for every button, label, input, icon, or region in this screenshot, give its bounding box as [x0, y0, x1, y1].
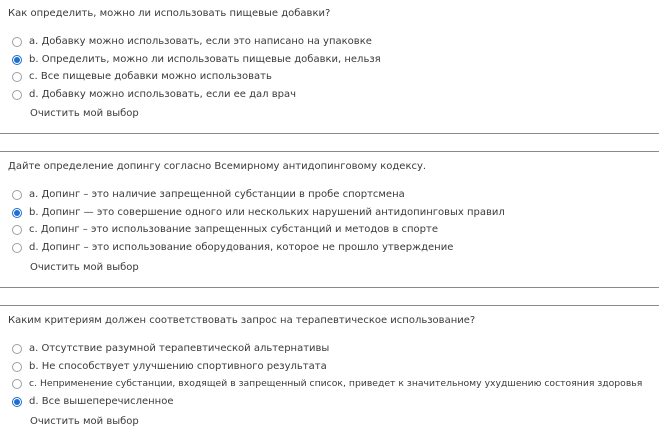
option-d[interactable]: [12, 394, 173, 410]
option-c[interactable]: [12, 376, 642, 392]
radio-button[interactable]: [12, 225, 22, 235]
option-c[interactable]: [12, 222, 438, 238]
radio-button[interactable]: [12, 362, 22, 372]
radio-button[interactable]: [12, 90, 22, 100]
option-label[interactable]: d. Допинг – это использование оборудования, которое не прошло утверждение: [29, 242, 454, 253]
divider: [0, 305, 659, 306]
option-b[interactable]: [12, 205, 505, 221]
divider: [0, 151, 659, 152]
option-label[interactable]: c. Неприменение субстанции, входящей в запрещенный список, приведет к значительному ухудшению состояния здоровья: [29, 378, 643, 389]
option-label[interactable]: a. Добавку можно использовать, если это написано на упаковке: [29, 36, 372, 47]
option-label[interactable]: c. Допинг – это использование запрещенных субстанций и методов в спорте: [29, 224, 438, 235]
option-b[interactable]: [12, 359, 327, 375]
clear-choice-link[interactable]: Очистить мой выбор: [30, 262, 139, 273]
option-d[interactable]: [12, 87, 296, 103]
option-c[interactable]: [12, 69, 272, 85]
option-label[interactable]: d. Добавку можно использовать, если ее дал врач: [29, 89, 297, 100]
divider: [0, 287, 659, 288]
clear-choice-link[interactable]: Очистить мой выбор: [30, 108, 139, 119]
radio-button[interactable]: [12, 72, 22, 82]
radio-button[interactable]: [12, 55, 22, 65]
option-label[interactable]: a. Допинг – это наличие запрещенной субстанции в пробе спортсмена: [29, 189, 405, 200]
option-label[interactable]: a. Отсутствие разумной терапевтической альтернативы: [29, 343, 330, 354]
option-label[interactable]: b. Допинг — это совершение одного или нескольких нарушений антидопинговых правил: [29, 207, 505, 218]
option-label[interactable]: b. Не способствует улучшению спортивного результата: [29, 361, 327, 372]
radio-button[interactable]: [12, 344, 22, 354]
radio-button[interactable]: [12, 397, 22, 407]
radio-button[interactable]: [12, 243, 22, 253]
option-a[interactable]: [12, 341, 329, 357]
option-label[interactable]: b. Определить, можно ли использовать пищевые добавки, нельзя: [29, 54, 381, 65]
option-label[interactable]: c. Все пищевые добавки можно использовать: [29, 71, 272, 82]
clear-choice-link[interactable]: Очистить мой выбор: [30, 416, 139, 427]
option-d[interactable]: [12, 240, 453, 256]
option-label[interactable]: d. Все вышеперечисленное: [29, 396, 174, 407]
question-text: Каким критериям должен соответствовать запрос на терапевтическое использование?: [8, 315, 476, 326]
option-a[interactable]: [12, 187, 405, 203]
radio-button[interactable]: [12, 190, 22, 200]
option-b[interactable]: [12, 52, 381, 68]
divider: [0, 133, 659, 134]
radio-button[interactable]: [12, 208, 22, 218]
radio-button[interactable]: [12, 37, 22, 47]
question-text: Как определить, можно ли использовать пищевые добавки?: [8, 8, 331, 19]
option-a[interactable]: [12, 34, 372, 50]
question-text: Дайте определение допингу согласно Всемирному антидопинговому кодексу.: [8, 161, 427, 172]
radio-button[interactable]: [12, 379, 22, 389]
